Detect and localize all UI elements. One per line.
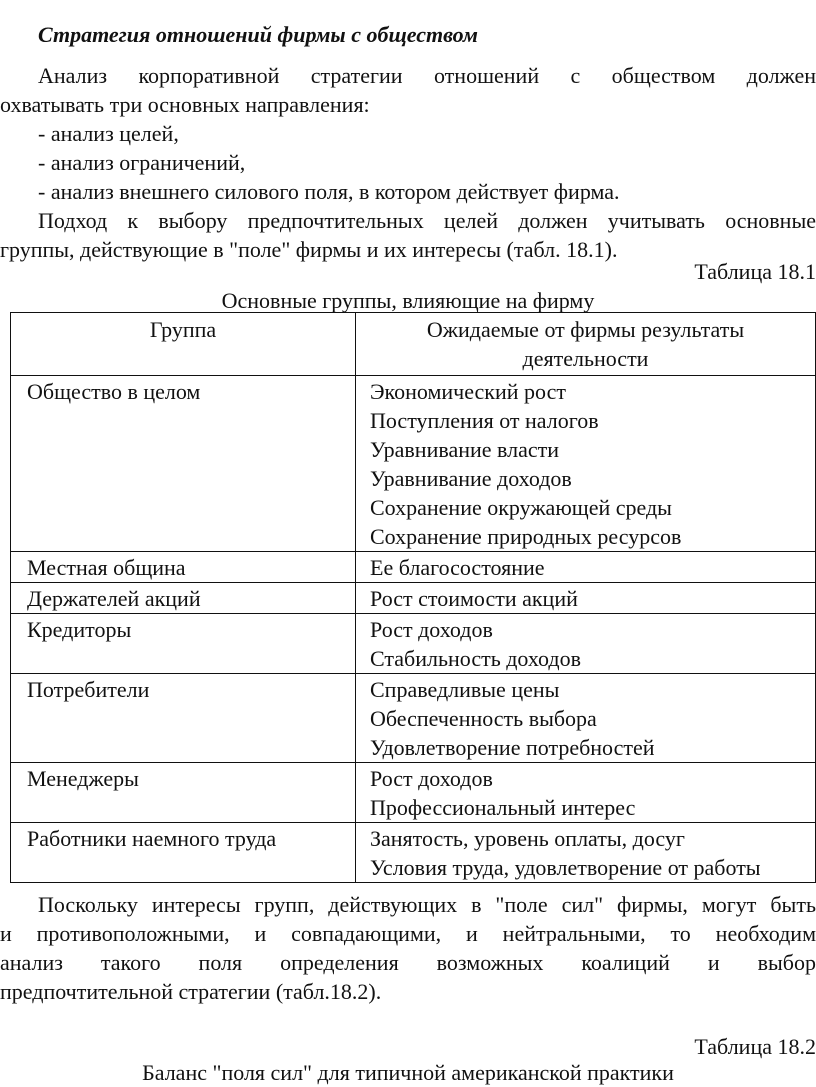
conclusion-line-2: и противоположными, и совпадающими, и нейтральными, то необходим xyxy=(0,921,816,946)
results-cell xyxy=(356,674,816,763)
results-cell xyxy=(356,552,816,583)
result-item: Справедливые цены xyxy=(370,677,560,702)
table-header-row xyxy=(11,313,816,376)
table1-number: Таблица 18.1 xyxy=(694,259,816,284)
results-cell xyxy=(356,583,816,614)
group-cell: Работники наемного труда xyxy=(11,823,356,883)
header-results: Ожидаемые от фирмы результаты деятельности xyxy=(356,313,816,376)
table-row xyxy=(11,583,816,614)
result-item: Сохранение окружающей среды xyxy=(370,495,672,520)
result-item: Удовлетворение потребностей xyxy=(370,735,655,760)
approach-line-2: группы, действующие в "поле" фирмы и их интересы (табл. 18.1). xyxy=(0,237,618,262)
conclusion-line-4: предпочтительной стратегии (табл.18.2). xyxy=(0,979,382,1004)
result-item: Поступления от налогов xyxy=(370,408,599,433)
results-cell xyxy=(356,763,816,823)
result-item: Ее благосостояние xyxy=(370,555,545,580)
result-item: Рост доходов xyxy=(370,766,493,791)
result-item: Экономический рост xyxy=(370,379,566,404)
intro-line-2: охватывать три основных направления: xyxy=(0,92,370,117)
group-cell: Потребители xyxy=(11,674,356,763)
table-row xyxy=(11,674,816,763)
result-item: Уравнивание власти xyxy=(370,437,560,462)
group-cell: Менеджеры xyxy=(11,763,356,823)
bullet-force-field: - анализ внешнего силового поля, в котором действует фирма. xyxy=(38,179,620,204)
approach-line-1: Подход к выбору предпочтительных целей должен учитывать основные xyxy=(38,208,816,233)
conclusion-line-3: анализ такого поля определения возможных коалиций и выбор xyxy=(0,950,816,975)
header-group: Группа xyxy=(11,313,356,376)
group-cell: Общество в целом xyxy=(11,376,356,552)
result-item: Рост доходов xyxy=(370,617,493,642)
table2-title: Баланс "поля сил" для типичной американской практики xyxy=(142,1060,674,1085)
table2-number: Таблица 18.2 xyxy=(694,1034,816,1059)
results-cell xyxy=(356,376,816,552)
result-item: Уравнивание доходов xyxy=(370,466,572,491)
intro-line-1: Анализ корпоративной стратегии отношений с обществом должен xyxy=(38,63,816,88)
table-row xyxy=(11,552,816,583)
bullet-constraints: - анализ ограничений, xyxy=(38,150,246,175)
result-item: Профессиональный интерес xyxy=(370,795,636,820)
result-item: Стабильность доходов xyxy=(370,646,581,671)
result-item: Обеспеченность выбора xyxy=(370,706,597,731)
groups-table xyxy=(10,312,816,883)
conclusion-line-1: Поскольку интересы групп, действующих в "поле сил" фирмы, могут быть xyxy=(38,892,816,917)
group-cell: Кредиторы xyxy=(11,614,356,674)
results-cell xyxy=(356,614,816,674)
group-cell: Держателей акций xyxy=(11,583,356,614)
table-row xyxy=(11,614,816,674)
result-item: Сохранение природных ресурсов xyxy=(370,524,682,549)
result-item: Условия труда, удовлетворение от работы xyxy=(370,855,761,880)
result-item: Занятость, уровень оплаты, досуг xyxy=(370,826,685,851)
table-row xyxy=(11,376,816,552)
table-row xyxy=(11,763,816,823)
section-heading: Стратегия отношений фирмы с обществом xyxy=(38,22,478,47)
results-cell xyxy=(356,823,816,883)
result-item: Рост стоимости акций xyxy=(370,586,578,611)
table-row xyxy=(11,823,816,883)
table1-title: Основные группы, влияющие на фирму xyxy=(221,288,595,313)
group-cell: Местная община xyxy=(11,552,356,583)
bullet-goals: - анализ целей, xyxy=(38,121,179,146)
